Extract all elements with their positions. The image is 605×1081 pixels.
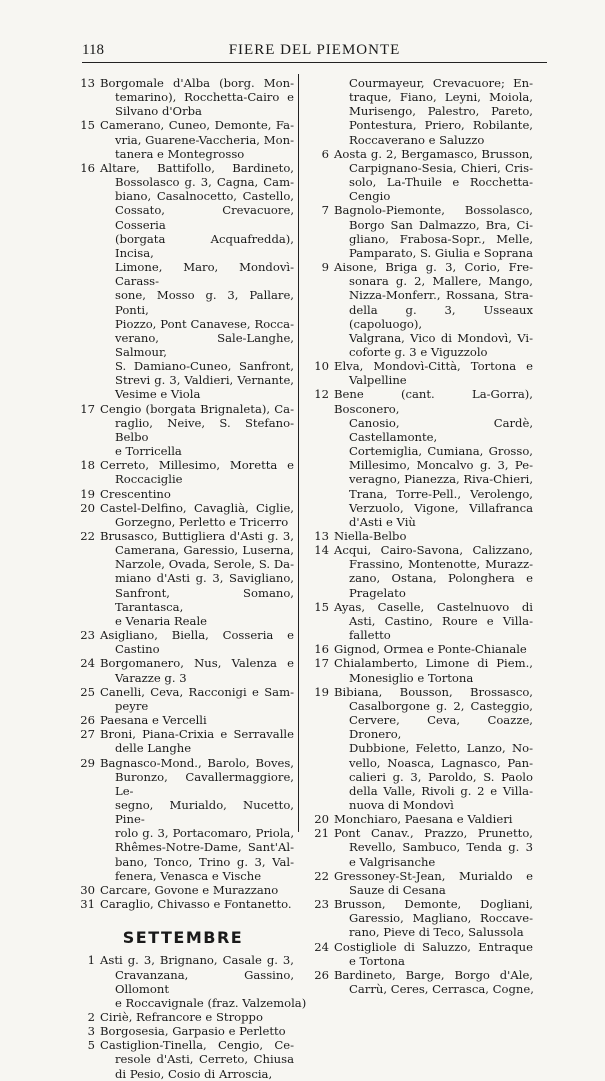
entry-day-number: 3 [87,1024,95,1039]
entry-line: Castino [115,642,160,657]
entry-line: Roccaciglie [115,472,183,487]
entry-line: Canelli, Ceva, Racconigi e Sam- [100,684,294,699]
entry-line: gliano, Frabosa-Sopr., Melle, [349,231,533,246]
entry-line: S. Damiano-Cuneo, Sanfront, [115,359,294,374]
entry-line: Asti, Castino, Roure e Villa- [349,613,533,628]
entry-line: Monchiaro, Paesana e Valdieri [334,812,513,827]
entry-line: nuova di Mondovì [349,797,454,812]
list-item [72,1038,294,1080]
entry-line: miano d'Asti g. 3, Savigliano, [115,571,294,586]
list-item [72,76,294,118]
entry-line: Garessio, Magliano, Roccave- [349,911,533,926]
entry-line: Bagnolo-Piemonte, Bossolasco, [334,203,533,218]
entry-line: Cravanzana, Gassino, Ollomont [115,967,294,996]
entry-line: Trana, Torre-Pell., Verolengo, [349,486,533,501]
entry-line: Bardineto, Barge, Borgo d'Ale, [334,967,533,982]
entry-line: Cortemiglia, Cumiana, Grosso, [349,444,533,459]
entry-day-number: 30 [80,882,95,897]
entry-line: Brusasco, Buttigliera d'Asti g. 3, [100,529,294,543]
entry-line: peyre [115,698,149,713]
list-item [72,685,294,713]
entry-day-number: 21 [314,826,329,841]
entry-day-number: 10 [314,359,329,374]
entry-line: calieri g. 3, Paroldo, S. Paolo [349,769,533,784]
entry-line: Piozzo, Pont Canavese, Rocca- [115,316,294,331]
entry-line: Cengio [349,189,391,204]
entry-line: Carrù, Ceres, Cerrasca, Cogne, [349,982,534,996]
entry-line: Ayas, Caselle, Castelnuovo di [334,599,533,614]
entry-line: Frassino, Montenotte, Murazz- [349,557,533,572]
entry-line: e Valgrisanche [349,854,436,869]
entry-line: Vesime e Viola [115,387,201,402]
list-item [72,883,294,897]
list-item [306,529,533,543]
entry-line: Crescentino [100,486,171,501]
entry-line: Asigliano, Biella, Cosseria e [100,628,294,643]
list-item [72,529,294,628]
entry-line: verano, Sale-Langhe, Salmour, [115,330,294,359]
entry-line: solo, La-Thuile e Rocchetta- [349,175,533,190]
list-item [72,953,307,1010]
entry-line: Strevi g. 3, Valdieri, Vernante, [115,373,294,388]
entry-line: Chialamberto, Limone di Piem., [334,656,533,671]
entry-line: Millesimo, Moncalvo g. 3, Pe- [349,458,533,473]
entry-day-number: 16 [80,160,95,175]
entry-day-number: 26 [314,967,329,982]
entry-line: e Venaria Reale [115,613,208,628]
entry-line: rano, Pieve di Teco, Salussola [349,925,524,940]
entry-line: Courmayeur, Crevacuore; En- [349,76,533,90]
entry-line: (borgata Acquafredda), Incisa, [115,231,294,260]
entry-line: Pont Canav., Prazzo, Prunetto, [334,826,533,841]
entry-day-number: 13 [80,76,95,90]
entry-day-number: 22 [80,529,95,543]
entry-line: Rhêmes-Notre-Dame, Sant'Al- [115,840,294,855]
list-item [306,869,533,897]
list-item [72,628,294,656]
entry-day-number: 19 [80,486,95,501]
entry-line: Altare, Battifollo, Bardineto, [100,160,294,175]
entry-line: Gorzegno, Perletto e Tricerro [115,514,289,529]
entry-line: della Valle, Rivoli g. 2 e Villa- [349,783,533,798]
list-item [306,76,533,147]
entry-day-number: 14 [314,543,329,558]
entry-day-number: 27 [80,727,95,742]
continued-entry [306,76,533,147]
list-item [72,897,294,911]
entry-line: Asti g. 3, Brignano, Casale g. 3, [100,953,294,968]
list-item [72,458,294,486]
entry-day-number: 29 [80,755,95,770]
entry-line: traque, Fiano, Leyni, Moiola, [349,90,533,105]
list-item [72,487,294,501]
entry-line: fenera, Venasca e Vische [115,868,262,883]
entry-line: e Torricella [115,444,182,459]
entry-line: Limone, Maro, Mondovì-Carass- [115,260,294,289]
right-column [306,76,533,996]
entry-line: Carcare, Govone e Murazzano [100,882,279,897]
entry-line: Cerreto, Millesimo, Moretta e [100,458,294,473]
entry-line: Canosio, Cardè, Castellamonte, [349,415,533,444]
entry-line: bano, Tonco, Trino g. 3, Val- [115,854,294,869]
entry-line: Valgrana, Vico di Mondovì, Vi- [349,330,533,345]
entry-day-number: 7 [321,203,329,218]
list-item [306,600,533,642]
entry-line: Varazze g. 3 [115,670,187,685]
entry-day-number: 12 [314,387,329,402]
entry-line: resole d'Asti, Cerreto, Chiusa [115,1052,294,1067]
list-item [306,656,533,684]
entry-line: falletto [349,628,391,643]
entry-day-number: 23 [314,897,329,912]
entry-day-number: 5 [87,1038,95,1053]
entry-line: Niella-Belbo [334,529,407,543]
entry-line: Nizza-Monferr., Rossana, Stra- [349,288,533,303]
entry-line: Bene (cant. La-Gorra), Bosconero, [334,387,533,416]
entry-day-number: 23 [80,628,95,643]
entry-line: raglio, Neive, S. Stefano-Belbo [115,415,294,444]
entry-line: Murisengo, Palestro, Pareto, [349,104,533,119]
list-item [306,642,533,656]
entry-line: Dubbione, Feletto, Lanzo, No- [349,741,533,756]
august-entries-list [72,76,294,911]
entry-line: Pragelato [349,585,406,600]
entry-line: Sanfront, Somano, Tarantasca, [115,585,294,614]
entry-line: Cervere, Ceva, Coazze, Dronero, [349,713,533,742]
entry-day-number: 20 [314,812,329,827]
entry-line: Carpignano-Sesia, Chieri, Cris- [349,160,533,175]
entry-line: Gignod, Ormea e Ponte-Chianale [334,642,527,657]
page-header [82,40,547,63]
list-item [72,727,294,755]
entry-line: biano, Casalnocetto, Castello, [115,189,294,204]
entry-day-number: 6 [321,146,329,161]
entry-line: Cengio (borgata Brignaleta), Ca- [100,401,294,416]
entry-line: Acqui, Cairo-Savona, Calizzano, [334,543,533,558]
entry-line: rolo g. 3, Portacomaro, Priola, [115,826,294,841]
entry-line: d'Asti e Viù [349,514,416,529]
list-item [72,161,294,402]
entry-line: Borgosesia, Garpasio e Perletto [100,1024,286,1039]
list-item [72,756,294,883]
entry-line: Elva, Mondovì-Città, Tortona e [334,359,533,374]
entry-line: Gressoney-St-Jean, Murialdo e [334,868,533,883]
list-item [306,685,533,812]
entry-line: Sauze di Cesana [349,882,446,897]
entry-line: Castel-Delfino, Cavaglià, Ciglie, [100,500,294,515]
entry-line: vello, Noasca, Lagnasco, Pan- [349,755,533,770]
entry-line: Bibiana, Bousson, Brossasco, [334,684,533,699]
entry-day-number: 2 [87,1010,95,1024]
entry-day-number: 17 [80,401,95,416]
entry-day-number: 18 [80,458,95,473]
entry-day-number: 22 [314,868,329,883]
page-number: 118 [82,42,104,58]
entry-line: Borgomale d'Alba (borg. Mon- [100,76,294,90]
entry-day-number: 26 [80,713,95,728]
entry-line: Borgo San Dalmazzo, Bra, Ci- [349,217,533,232]
entry-day-number: 20 [80,500,95,515]
entry-line: Costigliole di Saluzzo, Entraque [334,939,533,954]
entry-line: temarino), Rocchetta-Cairo e [115,90,294,105]
entry-day-number: 17 [314,656,329,671]
list-item [306,812,533,826]
entry-day-number: 24 [314,939,329,954]
month-heading-settembre: SETTEMBRE [122,928,244,948]
entry-line: e Tortona [349,953,405,968]
entry-line: della g. 3, Usseaux (capoluogo), [349,302,533,331]
entry-line: Monesiglio e Tortona [349,670,474,685]
entry-line: Narzole, Ovada, Serole, S. Da- [115,557,294,572]
entry-line: Ciriè, Refrancore e Stroppo [100,1010,263,1024]
list-item [306,826,533,868]
entry-day-number: 13 [314,529,329,543]
entry-line: Pontestura, Priero, Robilante, [349,118,533,133]
list-item [72,713,294,727]
entry-line: di Pesio, Cosio di Arroscia, [115,1066,273,1081]
list-item [306,387,533,529]
september-entries-list-continued [306,147,533,996]
entry-line: Roccaverano e Saluzzo [349,132,485,147]
column-divider [298,74,299,832]
entry-day-number: 19 [314,684,329,699]
entry-line: zano, Ostana, Polonghera e [349,571,533,586]
entry-line: Camerano, Cuneo, Demonte, Fa- [100,118,294,133]
entry-line: e Roccavignale (fraz. Valzemola) [115,995,307,1010]
list-item [306,543,533,600]
entry-line: tanera e Montegrosso [115,146,245,161]
entry-line: Bagnasco-Mond., Barolo, Boves, [100,755,294,770]
entry-line: Cossato, Crevacuore, Cosseria [115,203,294,232]
entry-line: Camerana, Garessio, Luserna, [115,543,294,558]
entry-day-number: 24 [80,656,95,671]
entry-line: vria, Guarene-Vaccheria, Mon- [115,132,294,147]
entry-line: Borgomanero, Nus, Valenza e [100,656,294,671]
entry-day-number: 31 [80,897,95,912]
entry-line: Verzuolo, Vigone, Villafranca [349,500,533,515]
entry-day-number: 15 [80,118,95,133]
entry-line: Brusson, Demonte, Dogliani, [334,897,533,912]
list-item [72,656,294,684]
list-item [72,1024,294,1038]
list-item [72,501,294,529]
september-entries-list [72,953,307,1081]
running-title: FIERE DEL PIEMONTE [228,42,401,58]
entry-line: sonara g. 2, Mallere, Mango, [349,274,533,289]
entry-line: Revello, Sambuco, Tenda g. 3 [349,840,533,855]
list-item [72,1010,294,1024]
list-item [306,897,533,939]
entry-day-number: 1 [87,953,95,968]
list-item [306,203,533,260]
entry-line: Casalborgone g. 2, Casteggio, [349,698,533,713]
entry-line: Broni, Piana-Crixia e Serravalle [100,727,294,742]
entry-line: Aisone, Briga g. 3, Corio, Fre- [334,260,533,275]
list-item [306,260,533,359]
list-item [306,940,533,968]
entry-line: Paesana e Vercelli [100,713,207,728]
entry-line: Caraglio, Chivasso e Fontanetto. [100,897,292,912]
entry-line: Aosta g. 2, Bergamasco, Brusson, [334,146,533,161]
entry-line: Buronzo, Cavallermaggiore, Le- [115,769,294,798]
entry-line: sone, Mosso g. 3, Pallare, Ponti, [115,288,294,317]
entry-day-number: 16 [314,642,329,657]
left-column [72,76,307,1081]
entry-day-number: 25 [80,684,95,699]
entry-line: coforte g. 3 e Viguzzolo [349,344,488,359]
list-item [306,359,533,387]
entry-line: delle Langhe [115,741,192,756]
entry-line: Pamparato, S. Giulia e Soprana [349,245,534,260]
list-item [306,147,533,204]
entry-line: Bossolasco g. 3, Cagna, Cam- [115,175,294,190]
entry-line: veragno, Pianezza, Riva-Chieri, [349,472,534,487]
list-item [72,118,294,160]
entry-line: segno, Murialdo, Nucetto, Pine- [115,797,294,827]
entry-line: Silvano d'Orba [115,104,202,119]
entry-line: Valpelline [349,373,407,388]
entry-day-number: 9 [321,260,329,275]
entry-day-number: 15 [314,599,329,614]
entry-line: Castiglion-Tinella, Cengio, Ce- [100,1038,294,1053]
list-item [306,968,533,996]
list-item [72,402,294,459]
